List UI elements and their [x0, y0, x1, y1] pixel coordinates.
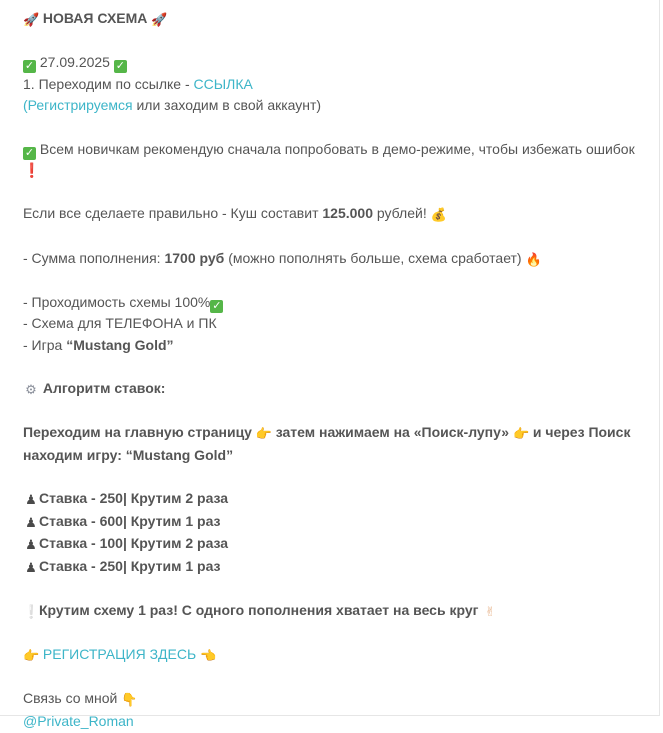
pass-text: - Проходимость схемы 100% — [23, 293, 211, 310]
post-title — [23, 8, 638, 31]
deposit-post: (можно пополнять больше, схема сработает) — [224, 249, 526, 266]
pawn-icon: ♟ — [25, 492, 37, 508]
spacer — [23, 401, 638, 423]
step1-text: 1. Переходим по ссылке - — [23, 75, 194, 92]
spacer — [23, 578, 638, 600]
algorithm-title: Алгоритм ставок: — [42, 380, 166, 397]
feature-game — [23, 335, 638, 357]
cta-line — [23, 644, 638, 667]
register-line — [23, 95, 638, 117]
instructions-part2: затем нажимаем на «Поиск-лупу» — [271, 424, 513, 441]
feature-devices — [23, 313, 638, 335]
gear-icon: ⚙ — [25, 382, 37, 398]
checkmark-icon: ✓ — [212, 299, 222, 312]
spacer — [23, 357, 638, 379]
profit-pre: Если все сделаете правильно - Куш составит — [23, 205, 323, 222]
spacer — [23, 466, 638, 488]
instructions-part1: Переходим на главную страницу — [23, 424, 256, 441]
pointing-down-icon: 👇 — [121, 692, 138, 708]
game-pre: - Игра — [23, 336, 67, 353]
register-link[interactable]: Регистрируемся — [27, 97, 133, 114]
date-line — [23, 52, 638, 74]
pointing-left-icon: 👈 — [200, 648, 217, 664]
fire-icon: 🔥 — [525, 251, 542, 267]
algorithm-heading — [23, 378, 638, 401]
post-content — [23, 8, 638, 733]
pawn-icon: ♟ — [25, 514, 37, 530]
checkmark-icon: ✓ — [115, 60, 125, 73]
spacer — [23, 667, 638, 689]
rocket-icon: 🚀 — [23, 12, 40, 27]
spacer — [23, 270, 638, 292]
instructions-part3: и через Поиск находим игру: “Mustang Gold” — [23, 424, 631, 463]
bet-item — [23, 511, 638, 534]
pawn-icon: ♟ — [25, 559, 37, 575]
bet-item — [23, 488, 638, 511]
contact-handle-link[interactable]: @Private_Roman — [23, 713, 134, 729]
peace-hand-icon: ✌ — [484, 604, 496, 620]
profit-post: рублей! — [372, 205, 431, 222]
rocket-icon: 🚀 — [151, 12, 168, 27]
register-rest: или заходим в свой аккаунт) — [132, 97, 322, 114]
demo-advice — [23, 139, 638, 182]
game-name: “Mustang Gold” — [66, 336, 174, 353]
open-paren: ( — [23, 97, 28, 114]
pointing-right-icon: 👉 — [23, 648, 40, 664]
exclamation-icon: ❕ — [23, 604, 40, 620]
bet-text: Ставка - 100| Крутим 2 раза — [39, 535, 229, 552]
spacer — [23, 182, 638, 204]
pointing-right-icon: 👉 — [255, 426, 273, 442]
spacer — [23, 117, 638, 139]
bet-item — [23, 533, 638, 556]
deposit-pre: - Сумма пополнения: — [23, 249, 165, 266]
instructions — [23, 422, 638, 466]
demo-text: Всем новичкам рекомендую сначала попробовать в демо-режиме, чтобы избежать ошибок — [36, 140, 635, 157]
checkmark-icon: ✓ — [24, 60, 35, 73]
pointing-right-icon: 👉 — [512, 426, 530, 442]
bet-text: Ставка - 250| Крутим 2 раза — [39, 490, 229, 507]
pawn-icon: ♟ — [25, 537, 37, 553]
register-here-link[interactable]: РЕГИСТРАЦИЯ ЗДЕСЬ — [42, 646, 197, 663]
bet-text: Ставка - 600| Крутим 1 раз — [39, 512, 221, 529]
spacer — [23, 226, 638, 248]
spacer — [23, 623, 638, 645]
profit-amount: 125.000 — [322, 205, 373, 222]
deposit-line — [23, 248, 638, 271]
contact-line — [23, 688, 638, 711]
spacer — [23, 31, 638, 53]
title-text: НОВАЯ СХЕМА — [42, 10, 148, 26]
feature-pass — [23, 292, 638, 314]
money-bag-icon: 💰 — [430, 207, 447, 223]
deposit-amount: 1700 руб — [164, 249, 225, 266]
contact-label: Связь со мной — [23, 690, 122, 707]
step1-line — [23, 74, 638, 96]
profit-line — [23, 203, 638, 226]
bet-item — [23, 556, 638, 579]
note-line — [23, 600, 638, 623]
checkmark-icon: ✓ — [24, 146, 35, 159]
bet-text: Ставка - 250| Крутим 1 раз — [39, 557, 221, 574]
link-button[interactable]: ССЫЛКА — [193, 75, 253, 92]
note-text: Крутим схему 1 раз! С одного пополнения хватает на весь круг — [39, 602, 483, 619]
date-text: 27.09.2025 — [39, 54, 110, 71]
exclamation-icon: ❗ — [23, 162, 41, 179]
devices-text: - Схема для ТЕЛЕФОНА и ПК — [23, 315, 217, 332]
contact-handle-line — [23, 711, 638, 733]
